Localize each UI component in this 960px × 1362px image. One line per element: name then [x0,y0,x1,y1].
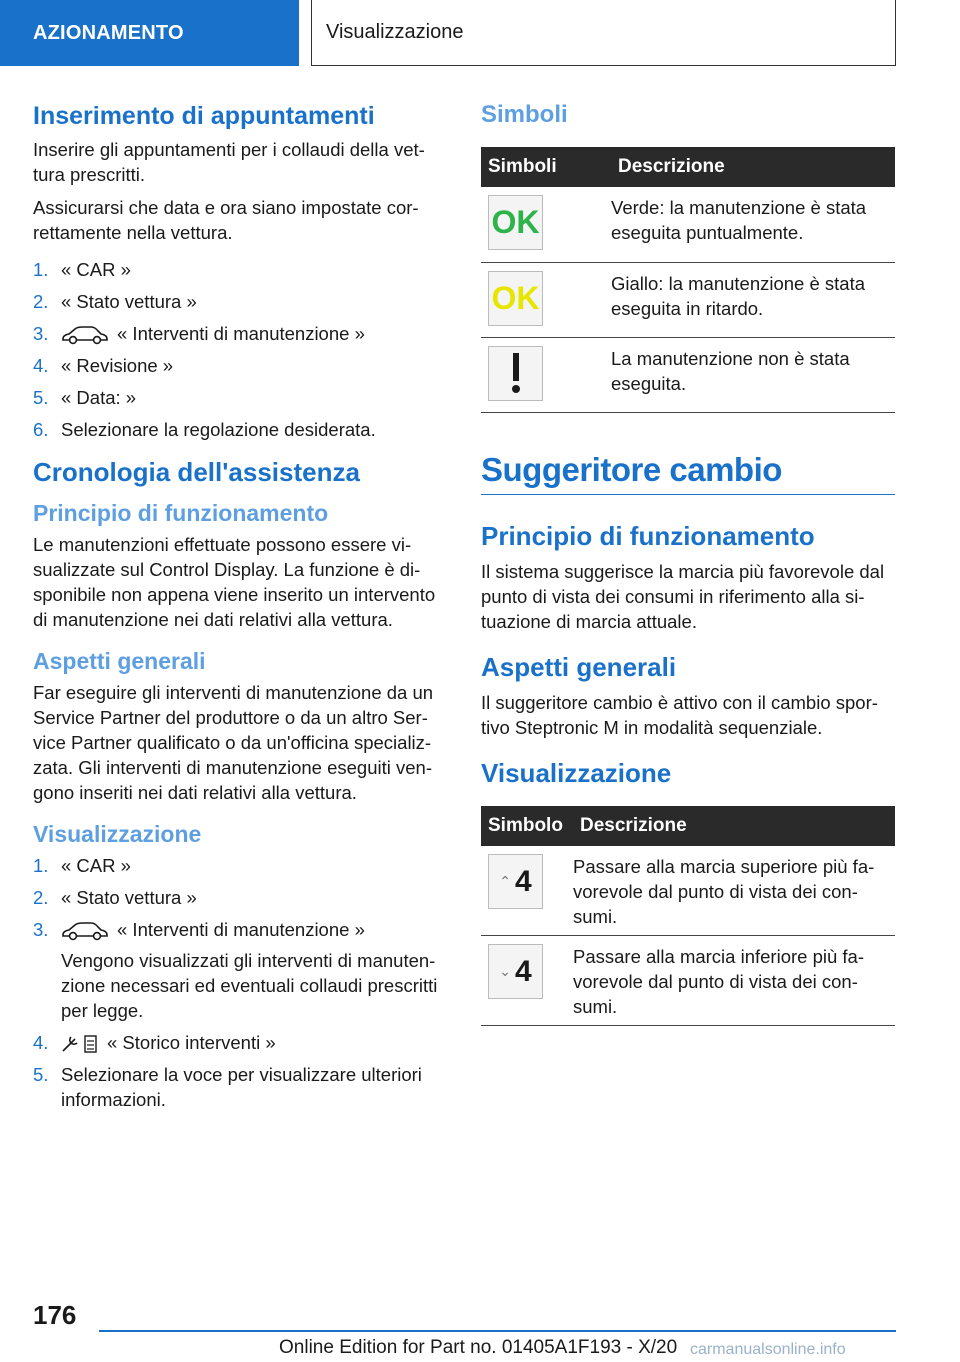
list-item: 6. Selezionare la regolazione desiderata. [33,419,376,440]
history-steps [33,853,447,1112]
symbol-description: La manutenzione non è stata eseguita. [611,337,895,412]
list-item: 5. « Data: » [33,387,137,408]
step-note: Vengono visualizzati gli interventi di manuten-zione necessari ed eventuali collaudi prescritti per legge. [61,950,438,1021]
left-column [33,100,447,1119]
list-item: 2. « Stato vettura » [33,291,197,312]
table-header: Simbolo [481,806,573,846]
list-item: 5. Selezionare la voce per visualizzare ulteriori informazioni. [33,1064,422,1111]
shift-principle-title: Principio di funzionamento [481,520,815,551]
appointments-para-1: Inserire gli appuntamenti per i collaudi della vet-tura prescritti. [33,139,425,185]
history-display-title: Visualizzazione [33,821,202,847]
shift-general-text: Il suggeritore cambio è attivo con il cambio spor-tivo Steptronic M in modalità sequenziale. [481,691,878,738]
symbols-title: Simboli [481,101,568,128]
table-row [481,337,895,412]
chapter-title: Visualizzazione [326,21,464,43]
history-title: Cronologia dell'assistenza [33,457,360,487]
gear-down-icon: ⌄ 4 [488,944,543,999]
section-tab [0,0,299,66]
exclamation-icon [488,346,543,401]
appointments-para-2: Assicurarsi che data e ora siano impostate cor-rettamente nella vettura. [33,197,419,243]
list-item: 1. « CAR » [33,259,131,280]
table-header: Descrizione [611,147,895,187]
edition-text: Online Edition for Part no. 01405A1F193 - X/20 [279,1337,678,1358]
table-row [481,846,895,936]
list-item: 4. « Revisione » [33,355,174,376]
footer-divider [99,1330,896,1332]
table-header: Simboli [481,147,611,187]
symbol-description: Passare alla marcia inferiore più fa-vorevole dal punto di vista dei con-sumi. [573,936,895,1026]
list-item: 3. « Interventi di manutenzione » [33,323,365,344]
car-icon [61,921,109,941]
history-principle-text: Le manutenzioni effettuate possono essere vi-sualizzate sul Control Display. La funzione è di-sponibile non appena viene inserito un intervento di manutenzione nei dati relativi alla vettura. [33,534,436,630]
list-item: 2. « Stato vettura » [33,887,197,908]
table-row [481,187,895,262]
history-general-text: Far eseguire gli interventi di manutenzione da un Service Partner del produttore o da un altro Ser-vice Partner qualificato o da un'officina specializ-zata. Gli interventi di manutenzione eseguiti ven-gono inseriti nei dati relativi alla vettura. [33,682,434,803]
symbol-description: Giallo: la manutenzione è stata eseguita in ritardo. [611,262,895,337]
list-item: 4. « Storico interventi » [33,1030,447,1055]
gear-up-icon: ⌃ 4 [488,854,543,909]
shift-display-title: Visualizzazione [481,757,672,788]
shift-table [481,806,895,1027]
symbols-table [481,147,895,413]
right-column [481,100,895,1026]
table-row [481,262,895,337]
page-number: 176 [33,1300,77,1330]
ok-green-icon: OK [488,195,543,250]
shift-principle-text: Il sistema suggerisce la marcia più favorevole dal punto di vista dei consumi in riferimento alla si-tuazione di marcia attuale. [481,560,885,632]
history-principle-title: Principio di funzionamento [33,500,329,526]
shift-title: Suggeritore cambio [481,449,895,495]
ok-yellow-icon: OK [488,271,543,326]
list-item: 3. « Interventi di manutenzione » Vengono visualizzati gli interventi di manuten-zione necessari ed eventuali collaudi prescritti per legge. [33,917,447,1023]
appointments-title: Inserimento di appuntamenti [33,102,375,130]
symbol-description: Verde: la manutenzione è stata eseguita puntualmente. [611,187,895,262]
symbol-description: Passare alla marcia superiore più fa-vorevole dal punto di vista dei con-sumi. [573,846,895,936]
section-title: AZIONAMENTO [33,21,184,44]
service-history-icon [61,1033,99,1055]
list-item: 1. « CAR » [33,855,131,876]
chapter-tab [311,0,896,66]
history-general-title: Aspetti generali [33,648,206,674]
car-icon [61,325,109,345]
watermark: carmanualsonline.info [690,1341,846,1358]
shift-general-title: Aspetti generali [481,651,677,682]
appointments-steps [33,257,447,442]
table-header: Descrizione [573,806,895,846]
table-row [481,936,895,1026]
